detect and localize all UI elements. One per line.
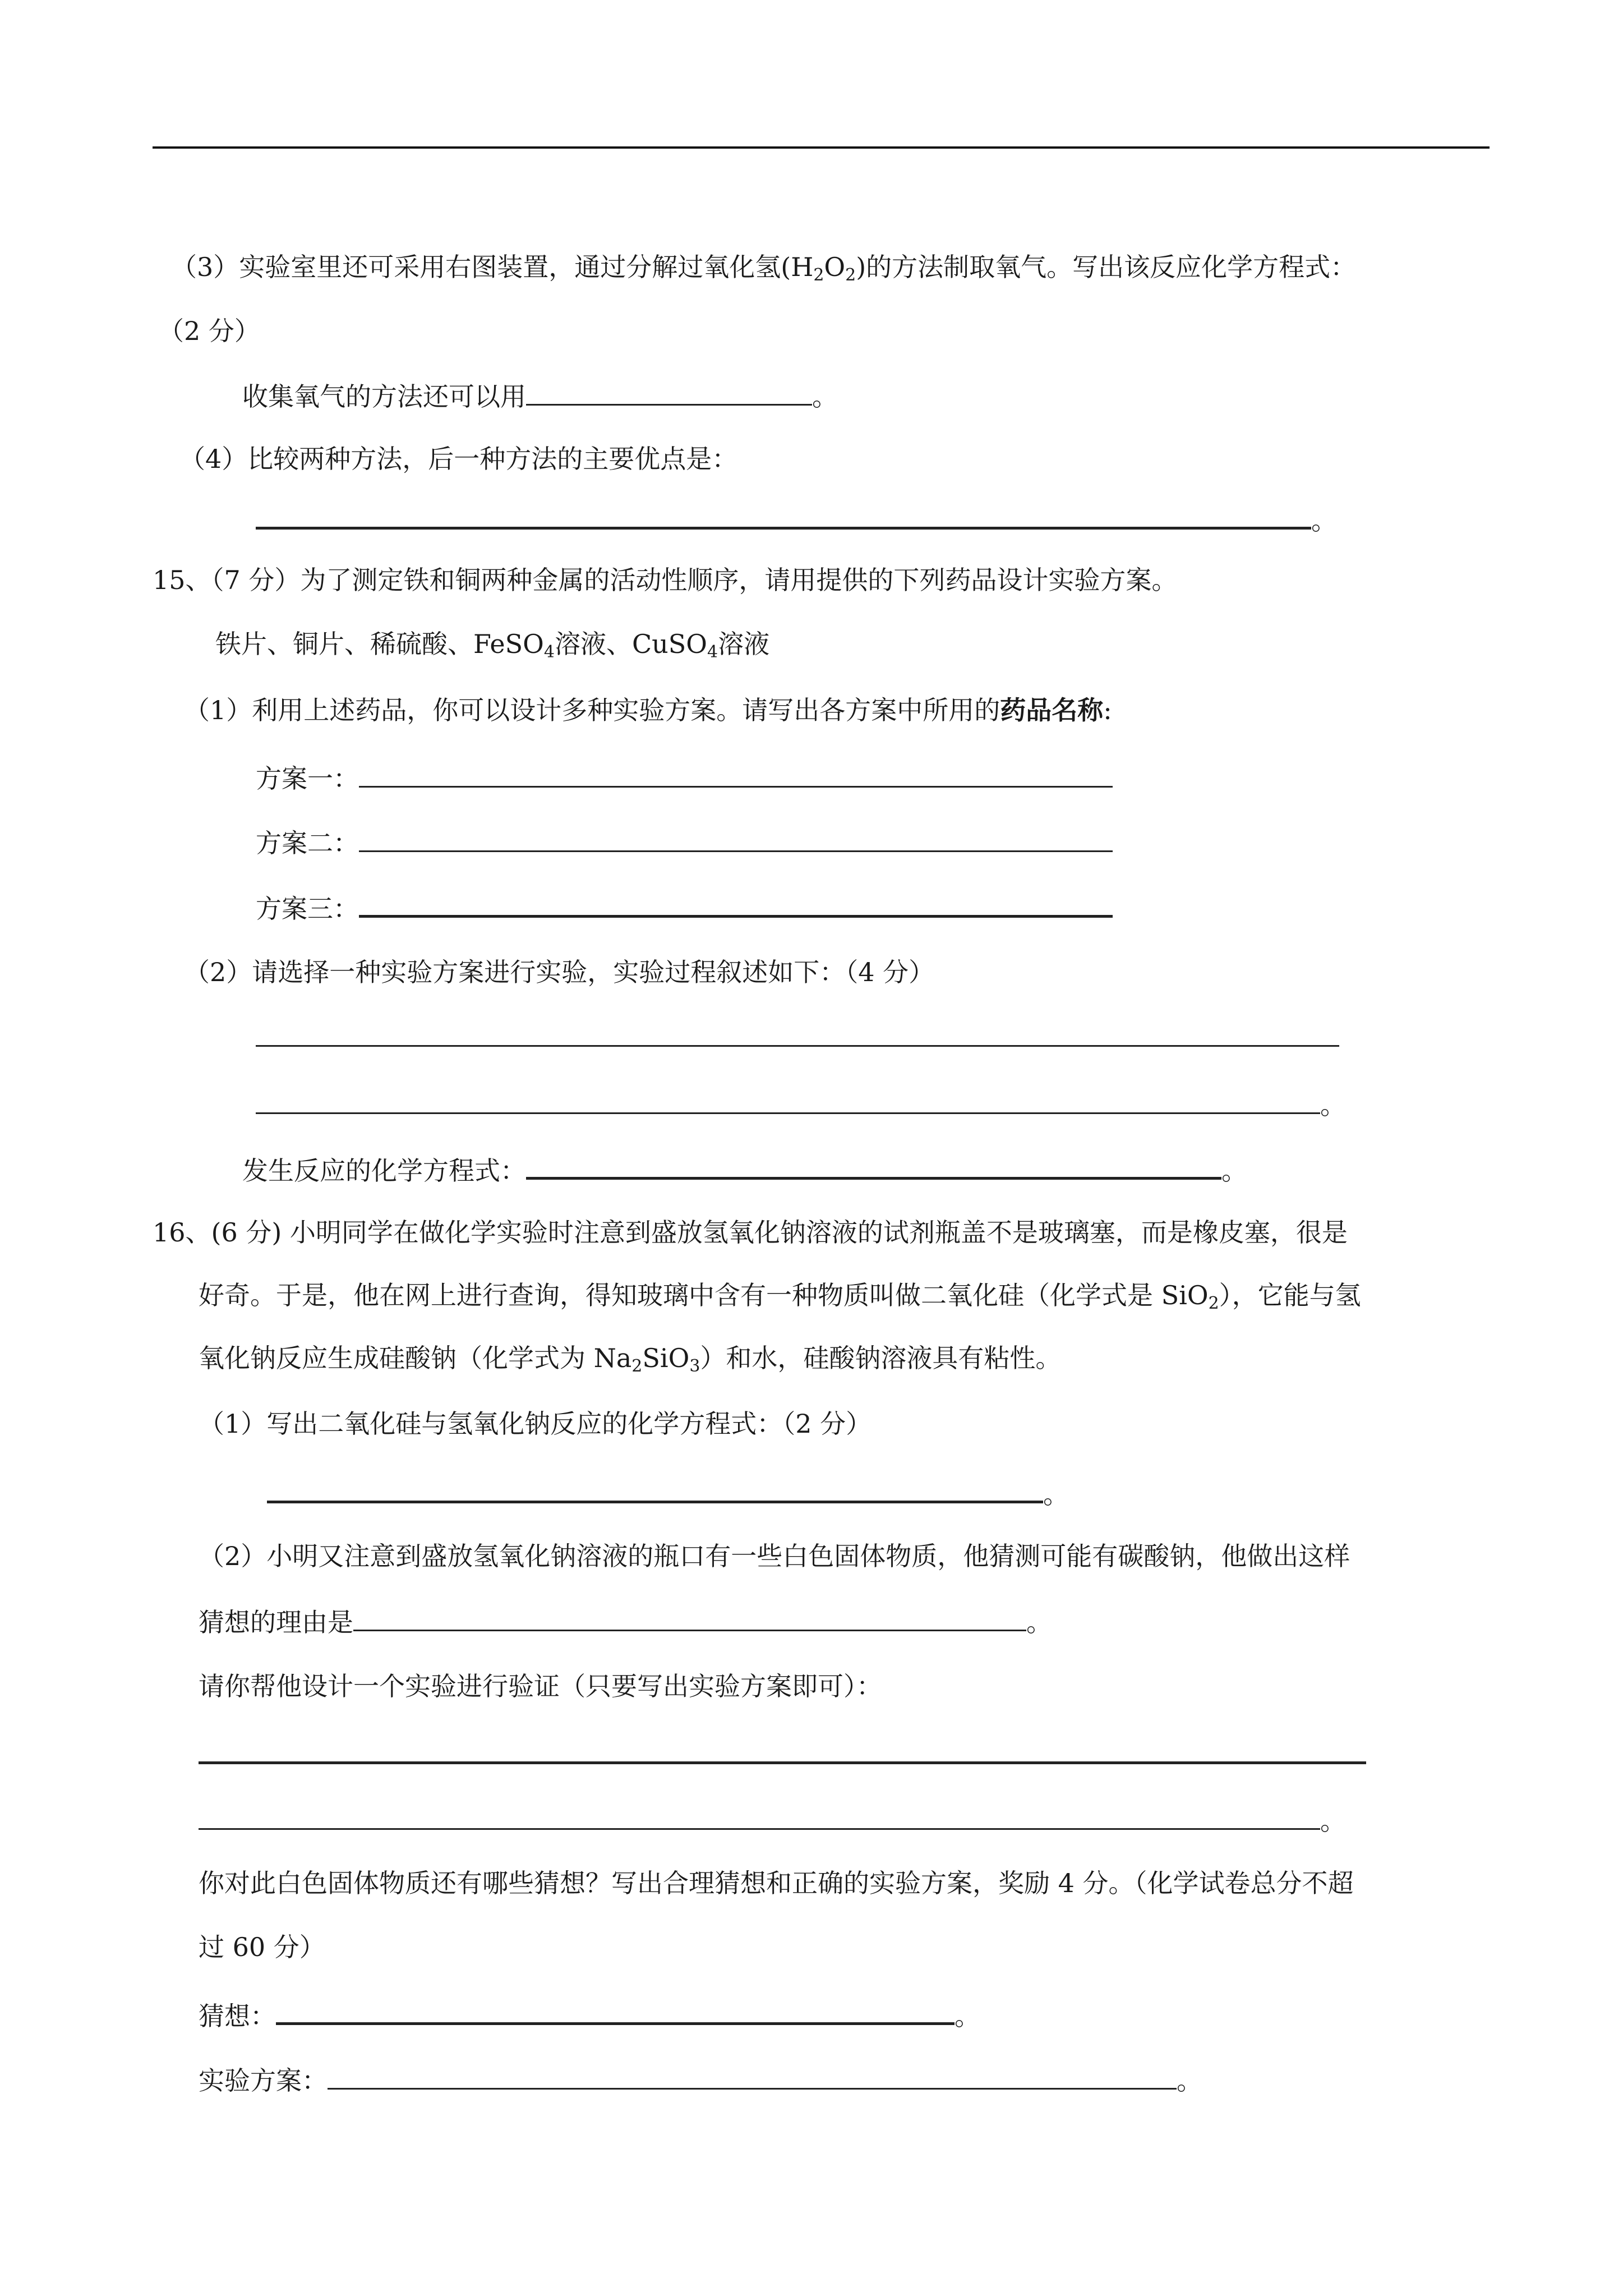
design-blank-2[interactable]: [199, 1802, 1320, 1830]
q16-equation-line: 。: [267, 1475, 1069, 1508]
q16-equation-blank[interactable]: [267, 1475, 1043, 1503]
q16-part1-line: （1）写出二氧化硅与氢氧化钠反应的化学方程式：（2 分）: [199, 1409, 872, 1439]
collect-method-blank[interactable]: [526, 378, 812, 406]
process-blank-1[interactable]: [256, 1019, 1339, 1047]
plan3-blank[interactable]: [359, 889, 1113, 918]
design-line-2: 。: [199, 1802, 1346, 1836]
q16-part2-line: （2）小明又注意到盛放氢氧化钠溶液的瓶口有一些白色固体物质，他猜测可能有碳酸钠，他做出这样: [199, 1541, 1350, 1571]
q16-plan-line: 实验方案： 。: [199, 2062, 1202, 2096]
process-blank-2[interactable]: [256, 1087, 1320, 1114]
q14-advantage-line: 。: [256, 501, 1337, 535]
advantage-blank[interactable]: [256, 501, 1311, 530]
plan2-blank[interactable]: [359, 825, 1113, 852]
q16-heading: 16、(6 分) 小明同学在做化学实验时注意到盛放氢氧化钠溶液的试剂瓶盖不是玻璃塞，而是橡皮塞，很是: [153, 1217, 1348, 1248]
header-rule: [153, 146, 1490, 149]
q14-part4-line: （4）比较两种方法，后一种方法的主要优点是：: [179, 444, 738, 474]
plan1-line: 方案一：: [256, 760, 1113, 794]
q16-design-line: 请你帮他设计一个实验进行验证（只要写出实验方案即可）：: [199, 1671, 882, 1701]
q15-part2-line: （2）请选择一种实验方案进行实验，实验过程叙述如下：（4 分）: [184, 957, 935, 987]
design-blank-1[interactable]: [199, 1736, 1366, 1764]
q15-reagents: 铁片、铜片、稀硫酸、FeSO$_4$溶液、CuSO$_4$溶液: [215, 629, 770, 662]
plan2-line: 方案二：: [256, 825, 1113, 858]
plan3-line: 方案三：: [256, 889, 1113, 923]
guess-blank[interactable]: [276, 1996, 955, 2025]
equation-blank[interactable]: [526, 1151, 1221, 1180]
q15-equation-line: 发生反应的化学方程式： 。: [242, 1151, 1247, 1185]
q14-collect-line: 收集氧气的方法还可以用 。: [242, 378, 838, 412]
q16-line2: 好奇。于是，他在网上进行查询，得知玻璃中含有一种物质叫做二氧化硅（化学式是 SiO$_2$），它能与氢: [199, 1280, 1361, 1313]
q16-bonus-line2: 过 60 分）: [199, 1932, 325, 1962]
plan1-blank[interactable]: [359, 760, 1113, 788]
plan-blank[interactable]: [328, 2062, 1177, 2090]
q14-part3-score: （2 分）: [158, 316, 260, 346]
process-line-1: [256, 1019, 1339, 1053]
process-line-2: 。: [256, 1087, 1346, 1120]
reason-blank[interactable]: [353, 1604, 1026, 1631]
design-line-1: [199, 1736, 1366, 1769]
q16-guess-line: 猜想： 。: [199, 1996, 980, 2030]
q16-bonus-line: 你对此白色固体物质还有哪些猜想？写出合理猜想和正确的实验方案，奖励 4 分。（化学试卷总分不超: [199, 1868, 1354, 1898]
q14-part3-line: （3）实验室里还可采用右图装置，通过分解过氧化氢$(H_2O_2)$的方法制取氧气。写出该反应化学方程式：: [171, 252, 1357, 285]
q15-part1-line: （1）利用上述药品，你可以设计多种实验方案。请写出各方案中所用的药品名称:: [184, 695, 1112, 725]
q15-heading: 15、（7 分）为了测定铁和铜两种金属的活动性顺序，请用提供的下列药品设计实验方案。: [153, 565, 1178, 595]
q16-line3: 氧化钠反应生成硅酸钠（化学式为 $Na_2SiO_3$）和水，硅酸钠溶液具有粘性。: [199, 1343, 1062, 1376]
q16-reason-line: 猜想的理由是 。: [199, 1604, 1052, 1637]
